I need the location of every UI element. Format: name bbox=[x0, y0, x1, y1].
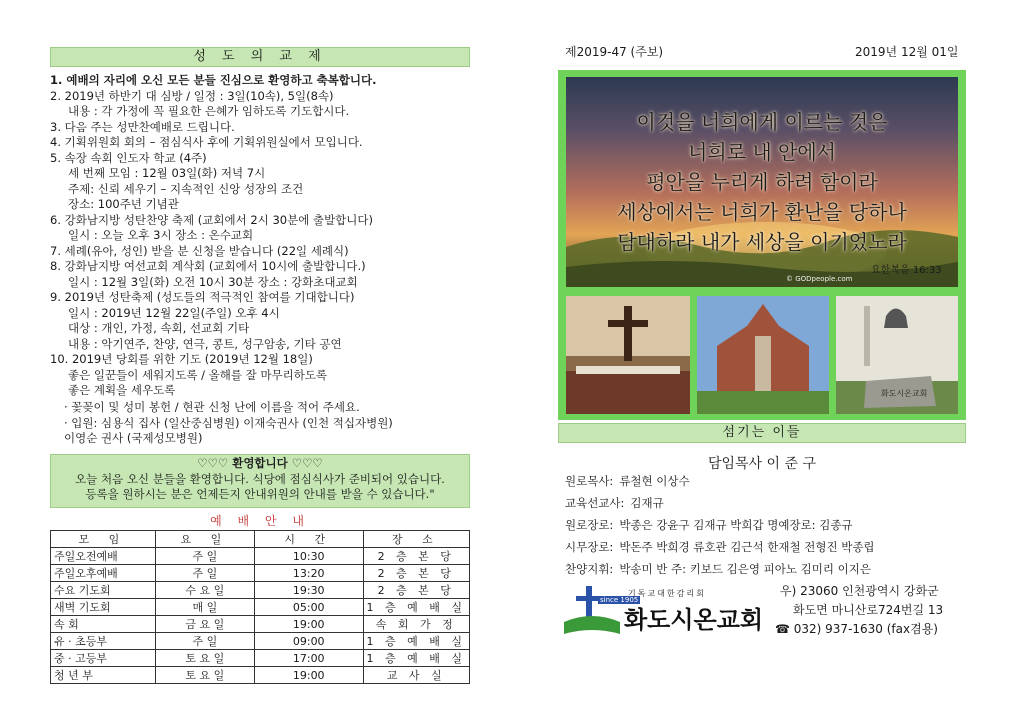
welcome-line-1: 오늘 처음 오신 분들을 환영합니다. 식당에 점심식사가 준비되어 있습니다. bbox=[75, 471, 445, 486]
announcement-line: 6. 강화남지방 성탄찬양 축제 (교회에서 2시 30분에 출발합니다) bbox=[50, 212, 373, 227]
announcement-line: 세 번째 모임 : 12월 03일(화) 저녁 7시 bbox=[68, 166, 266, 180]
announcement-line: 8. 강화남지방 여선교회 계삭회 (교회에서 10시에 출발합니다.) bbox=[50, 259, 366, 273]
col-header: 시 간 bbox=[254, 531, 363, 548]
table-row bbox=[51, 582, 470, 599]
table-cell: 주 일 bbox=[155, 633, 254, 650]
table-header-row bbox=[51, 531, 470, 548]
stone-inscription: 화도시온교회 bbox=[881, 389, 928, 398]
staff-names: 류철현 이상수 bbox=[619, 474, 690, 488]
announcement-line: 4. 기획위원회 회의 – 점심식사 후에 기획위원실에서 모입니다. bbox=[50, 135, 363, 149]
announcement-line: 좋은 계획을 세우도록 bbox=[68, 383, 176, 397]
table-cell: 05:00 bbox=[254, 599, 363, 616]
staff-role: 원로장로: bbox=[565, 518, 614, 532]
table-cell: 새벽 기도회 bbox=[51, 599, 156, 616]
table-cell: 토 요 일 bbox=[155, 650, 254, 667]
verse-reference: 요한복음 16:33 bbox=[871, 265, 942, 276]
note-line: · 입원: 심용식 집사 (일산중심병원) 이재숙권사 (인천 적십자병원) bbox=[64, 415, 393, 430]
staff-role: 원로목사: bbox=[565, 474, 614, 488]
church-building-photo bbox=[697, 296, 829, 414]
table-cell: 1 층 예 배 실 bbox=[363, 599, 470, 616]
fellowship-header: 성 도 의 교 제 bbox=[50, 47, 470, 67]
table-cell: 수요 기도회 bbox=[51, 582, 156, 599]
table-row bbox=[51, 633, 470, 650]
announcement-line: 7. 세례(유아, 성인) 받을 분 신청을 받습니다 (22일 세례식) bbox=[50, 243, 349, 258]
table-cell: 청 년 부 bbox=[51, 667, 156, 684]
table-row bbox=[51, 667, 470, 684]
table-row bbox=[51, 599, 470, 616]
table-row bbox=[51, 616, 470, 633]
announcements-list bbox=[50, 73, 470, 399]
worship-schedule-table bbox=[50, 530, 470, 684]
welcome-title: ♡♡♡ 환영합니다 ♡♡♡ bbox=[197, 456, 323, 470]
table-row bbox=[51, 548, 470, 565]
bulletin-date: 2019년 12월 01일 bbox=[855, 45, 959, 59]
table-cell: 1 층 예 배 실 bbox=[363, 633, 470, 650]
announcement-line: 내용 : 각 가정에 꼭 필요한 은혜가 임하도록 기도합시다. bbox=[68, 104, 350, 118]
announcement-line: 10. 2019년 당회를 위한 기도 (2019년 12월 18일) bbox=[50, 352, 313, 366]
announcement-line: 일시 : 오늘 오후 3시 장소 : 온수교회 bbox=[68, 228, 254, 242]
announcement-line: 3. 다음 주는 성만찬예배로 드립니다. bbox=[50, 119, 235, 134]
memorial-stone-photo bbox=[836, 296, 958, 414]
welcome-box bbox=[50, 454, 470, 508]
verse-line-2: 너희로 내 안에서 bbox=[688, 140, 836, 164]
staff-names: 박돈주 박희경 류호관 김근석 한재철 전형진 박종립 bbox=[619, 540, 875, 554]
table-cell: 09:00 bbox=[254, 633, 363, 650]
table-cell: 2 층 본 당 bbox=[363, 548, 470, 565]
table-cell: 교 사 실 bbox=[363, 667, 470, 684]
announcement-line: 9. 2019년 성탄축제 (성도들의 적극적인 참여를 기대합니다) bbox=[50, 290, 355, 304]
address-line-2: 화도면 마니산로724번길 13 bbox=[793, 603, 944, 617]
announcement-line: 대상 : 개인, 가정, 속회, 선교회 기타 bbox=[68, 321, 250, 335]
table-cell: 2 층 본 당 bbox=[363, 565, 470, 582]
table-cell: 수 요 일 bbox=[155, 582, 254, 599]
table-cell: 주 일 bbox=[155, 548, 254, 565]
table-cell: 속 회 bbox=[51, 616, 156, 633]
church-logo bbox=[562, 582, 782, 642]
image-credit: © GODpeople.com bbox=[786, 275, 853, 283]
logo-church-name: 화도시온교회 bbox=[624, 606, 764, 634]
staff-role: 교육선교사: bbox=[565, 496, 625, 510]
announcement-line: 5. 속장 속회 인도자 학교 (4주) bbox=[50, 150, 207, 165]
notes-list bbox=[64, 400, 393, 447]
announcement-line: 일시 : 2019년 12월 22일(주일) 오후 4시 bbox=[68, 305, 280, 320]
table-cell: 중 · 고등부 bbox=[51, 650, 156, 667]
verse-line-4: 세상에서는 너희가 환난을 당하나 bbox=[617, 200, 907, 224]
phone-number: 032) 937-1630 (fax겸용) bbox=[793, 622, 938, 636]
table-cell: 19:00 bbox=[254, 667, 363, 684]
servers-header: 섬기는 이들 bbox=[558, 423, 966, 443]
announcement-line: 1. 예배의 자리에 오신 모든 분들 진심으로 환영하고 축복합니다. bbox=[50, 73, 377, 87]
table-cell: 주일오후예배 bbox=[51, 565, 156, 582]
table-cell: 토 요 일 bbox=[155, 667, 254, 684]
issue-number: 제2019-47 (주보) bbox=[565, 45, 664, 59]
staff-row bbox=[565, 558, 965, 580]
staff-row bbox=[565, 492, 965, 514]
col-header: 요 일 bbox=[155, 531, 254, 548]
col-header: 모 임 bbox=[51, 531, 156, 548]
staff-role: 찬양지휘: bbox=[565, 562, 614, 576]
announcement-line: 내용 : 악기연주, 찬양, 연극, 콩트, 성구암송, 기타 공연 bbox=[68, 336, 342, 351]
logo-cross-icon bbox=[562, 582, 622, 638]
table-row bbox=[51, 565, 470, 582]
staff-row bbox=[565, 470, 965, 492]
table-cell: 17:00 bbox=[254, 650, 363, 667]
announcement-line: 좋은 일꾼들이 세워지도록 / 올해를 잘 마무리하도록 bbox=[68, 367, 328, 382]
table-cell: 유 · 초등부 bbox=[51, 633, 156, 650]
announcement-line: 2. 2019년 하반기 대 심방 / 일정 : 3일(10속), 5일(8속) bbox=[50, 88, 334, 103]
table-cell: 매 일 bbox=[155, 599, 254, 616]
staff-row bbox=[565, 514, 965, 536]
table-cell: 속 회 가 정 bbox=[363, 616, 470, 633]
table-cell: 1 층 예 배 실 bbox=[363, 650, 470, 667]
schedule-title: 예 배 안 내 bbox=[210, 514, 310, 528]
staff-names: 박종은 강윤구 김재규 박희갑 명예장로: 김종규 bbox=[619, 518, 853, 532]
table-cell: 10:30 bbox=[254, 548, 363, 565]
church-building-icon bbox=[697, 296, 829, 414]
table-cell: 금 요 일 bbox=[155, 616, 254, 633]
col-header: 장 소 bbox=[363, 531, 470, 548]
announcement-line: 일시 : 12월 3일(화) 오전 10시 30분 장소 : 강화초대교회 bbox=[68, 274, 358, 289]
phone-icon: ☎ bbox=[775, 622, 794, 636]
note-line: · 꽃꽂이 및 성미 봉헌 / 현관 신청 난에 이름을 적어 주세요. bbox=[64, 400, 360, 414]
verse-line-3: 평안을 누리게 하려 함이라 bbox=[646, 170, 878, 194]
sanctuary-photo bbox=[566, 296, 690, 414]
table-cell: 13:20 bbox=[254, 565, 363, 582]
announcement-line: 주제: 신뢰 세우기 – 지속적인 신앙 성장의 조건 bbox=[68, 181, 304, 196]
announcement-line: 장소: 100주년 기념관 bbox=[68, 197, 179, 211]
staff-names: 김재규 bbox=[630, 496, 664, 510]
note-line: 이영순 권사 (국제성모병원) bbox=[64, 431, 203, 445]
logo-since: since 1905 bbox=[600, 596, 639, 604]
staff-row bbox=[565, 536, 965, 558]
table-cell: 주 일 bbox=[155, 565, 254, 582]
staff-list bbox=[565, 470, 965, 580]
table-cell: 주일오전예배 bbox=[51, 548, 156, 565]
verse-image bbox=[566, 77, 958, 287]
logo-denomination: 기독교대한감리회 bbox=[628, 589, 706, 598]
phone bbox=[775, 620, 938, 637]
table-cell: 19:30 bbox=[254, 582, 363, 599]
table-cell: 2 층 본 당 bbox=[363, 582, 470, 599]
address-line-1: 우) 23060 인천광역시 강화군 bbox=[780, 584, 939, 598]
cross-icon bbox=[566, 296, 690, 414]
staff-role: 시무장로: bbox=[565, 540, 614, 554]
welcome-line-2: 등록을 원하시는 분은 언제든지 안내위원의 안내를 받을 수 있습니다." bbox=[85, 487, 435, 501]
verse-line-5: 담대하라 내가 세상을 이기었노라 bbox=[617, 230, 907, 254]
table-cell: 19:00 bbox=[254, 616, 363, 633]
senior-pastor: 담임목사 이 준 구 bbox=[707, 456, 817, 472]
staff-names: 박송미 반 주: 키보드 김은영 피아노 김미리 이지은 bbox=[619, 562, 871, 576]
verse-line-1: 이것을 너희에게 이르는 것은 bbox=[636, 110, 888, 134]
table-row bbox=[51, 650, 470, 667]
